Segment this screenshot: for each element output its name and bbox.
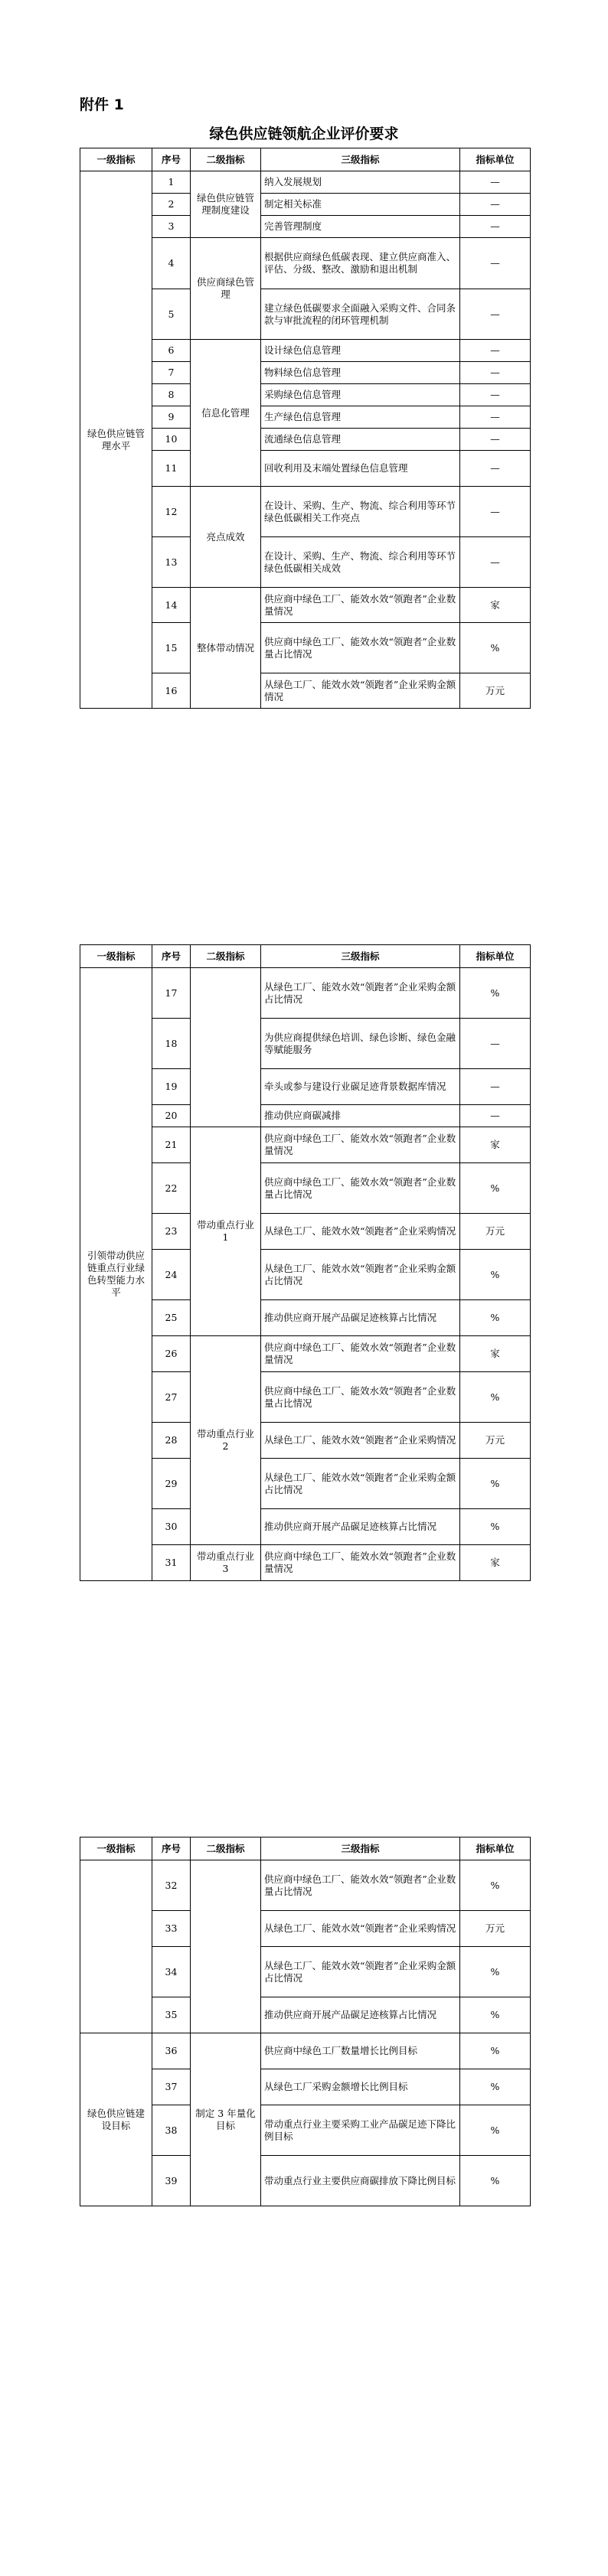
level3-cell: 从绿色工厂、能效水效“领跑者”企业采购金额情况 <box>261 673 460 709</box>
unit-cell: % <box>460 1997 531 2033</box>
seq-cell: 12 <box>152 487 191 537</box>
seq-cell: 18 <box>152 1019 191 1069</box>
unit-cell: % <box>460 2069 531 2105</box>
level2-cell: 绿色供应链管理制度建设 <box>191 171 261 238</box>
unit-cell: 家 <box>460 1336 531 1372</box>
seq-cell: 21 <box>152 1127 191 1163</box>
header-level2: 二级指标 <box>191 945 261 968</box>
seq-cell: 7 <box>152 362 191 384</box>
unit-cell: % <box>460 1509 531 1545</box>
unit-cell: % <box>460 1459 531 1509</box>
seq-cell: 27 <box>152 1372 191 1423</box>
unit-cell: 家 <box>460 588 531 623</box>
seq-cell: 14 <box>152 588 191 623</box>
level3-cell: 为供应商提供绿色培训、绿色诊断、绿色金融等赋能服务 <box>261 1019 460 1069</box>
seq-cell: 23 <box>152 1214 191 1250</box>
unit-cell: 万元 <box>460 673 531 709</box>
level3-cell: 在设计、采购、生产、物流、综合利用等环节绿色低碳相关工作亮点 <box>261 487 460 537</box>
unit-cell: — <box>460 1069 531 1105</box>
unit-cell: % <box>460 1163 531 1214</box>
level3-cell: 从绿色工厂、能效水效“领跑者”企业采购金额占比情况 <box>261 968 460 1019</box>
unit-cell: — <box>460 451 531 487</box>
seq-cell: 9 <box>152 406 191 429</box>
unit-cell: — <box>460 384 531 406</box>
level2-cell: 带动重点行业 1 <box>191 1127 261 1336</box>
evaluation-table-part-1 <box>80 148 531 709</box>
unit-cell: % <box>460 1860 531 1911</box>
level3-cell: 供应商中绿色工厂、能效水效“领跑者”企业数量占比情况 <box>261 1163 460 1214</box>
level3-cell: 带动重点行业主要供应商碳排放下降比例目标 <box>261 2156 460 2206</box>
level3-cell: 根据供应商绿色低碳表现、建立供应商准入、评估、分级、整改、激励和退出机制 <box>261 238 460 289</box>
unit-cell: — <box>460 1019 531 1069</box>
seq-cell: 19 <box>152 1069 191 1105</box>
unit-cell: — <box>460 537 531 588</box>
level3-cell: 从绿色工厂、能效水效“领跑者”企业采购情况 <box>261 1214 460 1250</box>
level3-cell: 流通绿色信息管理 <box>261 429 460 451</box>
unit-cell: % <box>460 1372 531 1423</box>
unit-cell: % <box>460 2105 531 2156</box>
seq-cell: 32 <box>152 1860 191 1911</box>
level1-cell: 引领带动供应链重点行业绿色转型能力水平 <box>80 968 152 1581</box>
level2-cell: 供应商绿色管理 <box>191 238 261 340</box>
unit-cell: — <box>460 487 531 537</box>
level3-cell: 带动重点行业主要采购工业产品碳足迹下降比例目标 <box>261 2105 460 2156</box>
seq-cell: 25 <box>152 1300 191 1336</box>
seq-cell: 11 <box>152 451 191 487</box>
seq-cell: 20 <box>152 1105 191 1127</box>
seq-cell: 31 <box>152 1545 191 1581</box>
seq-cell: 2 <box>152 194 191 216</box>
unit-cell: % <box>460 1947 531 1997</box>
unit-cell: — <box>460 216 531 238</box>
level1-cell-empty <box>80 1860 152 2033</box>
header-level1: 一级指标 <box>80 148 152 171</box>
level3-cell: 推动供应商开展产品碳足迹核算占比情况 <box>261 1300 460 1336</box>
seq-cell: 33 <box>152 1911 191 1947</box>
level3-cell: 从绿色工厂、能效水效“领跑者”企业采购金额占比情况 <box>261 1250 460 1300</box>
header-level1: 一级指标 <box>80 945 152 968</box>
seq-cell: 10 <box>152 429 191 451</box>
level2-cell-empty <box>191 968 261 1127</box>
level2-cell: 信息化管理 <box>191 340 261 487</box>
seq-cell: 39 <box>152 2156 191 2206</box>
level3-cell: 供应商中绿色工厂、能效水效“领跑者”企业数量情况 <box>261 1127 460 1163</box>
seq-cell: 5 <box>152 289 191 340</box>
level1-cell: 绿色供应链建设目标 <box>80 2033 152 2206</box>
seq-cell: 4 <box>152 238 191 289</box>
level3-cell: 供应商中绿色工厂、能效水效“领跑者”企业数量情况 <box>261 1336 460 1372</box>
level3-cell: 供应商中绿色工厂、能效水效“领跑者”企业数量情况 <box>261 588 460 623</box>
level3-cell: 纳入发展规划 <box>261 171 460 194</box>
unit-cell: 万元 <box>460 1423 531 1459</box>
unit-cell: 万元 <box>460 1911 531 1947</box>
header-level3: 三级指标 <box>261 148 460 171</box>
unit-cell: — <box>460 238 531 289</box>
unit-cell: 家 <box>460 1545 531 1581</box>
seq-cell: 8 <box>152 384 191 406</box>
level2-cell: 带动重点行业 2 <box>191 1336 261 1545</box>
level3-cell: 生产绿色信息管理 <box>261 406 460 429</box>
level3-cell: 建立绿色低碳要求全面融入采购文件、合同条款与审批流程的闭环管理机制 <box>261 289 460 340</box>
seq-cell: 1 <box>152 171 191 194</box>
unit-cell: — <box>460 194 531 216</box>
seq-cell: 6 <box>152 340 191 362</box>
document-title: 绿色供应链领航企业评价要求 <box>209 126 399 142</box>
seq-cell: 24 <box>152 1250 191 1300</box>
unit-cell: % <box>460 623 531 673</box>
seq-cell: 37 <box>152 2069 191 2105</box>
evaluation-table-part-3 <box>80 1837 531 2206</box>
level3-cell: 从绿色工厂、能效水效“领跑者”企业采购情况 <box>261 1423 460 1459</box>
unit-cell: — <box>460 362 531 384</box>
seq-cell: 35 <box>152 1997 191 2033</box>
unit-cell: — <box>460 340 531 362</box>
seq-cell: 15 <box>152 623 191 673</box>
level3-cell: 供应商中绿色工厂数量增长比例目标 <box>261 2033 460 2069</box>
seq-cell: 28 <box>152 1423 191 1459</box>
unit-cell: — <box>460 406 531 429</box>
level3-cell: 在设计、采购、生产、物流、综合利用等环节绿色低碳相关成效 <box>261 537 460 588</box>
level3-cell: 采购绿色信息管理 <box>261 384 460 406</box>
header-level3: 三级指标 <box>261 1837 460 1860</box>
level3-cell: 设计绿色信息管理 <box>261 340 460 362</box>
unit-cell: % <box>460 2033 531 2069</box>
level3-cell: 牵头或参与建设行业碳足迹背景数据库情况 <box>261 1069 460 1105</box>
seq-cell: 26 <box>152 1336 191 1372</box>
attachment-label: 附件 1 <box>80 96 124 113</box>
seq-cell: 17 <box>152 968 191 1019</box>
level3-cell: 从绿色工厂、能效水效“领跑者”企业采购金额占比情况 <box>261 1459 460 1509</box>
unit-cell: — <box>460 1105 531 1127</box>
level2-cell: 亮点成效 <box>191 487 261 588</box>
level3-cell: 从绿色工厂、能效水效“领跑者”企业采购情况 <box>261 1911 460 1947</box>
level1-cell: 绿色供应链管理水平 <box>80 171 152 709</box>
unit-cell: % <box>460 1300 531 1336</box>
seq-cell: 30 <box>152 1509 191 1545</box>
level3-cell: 从绿色工厂、能效水效“领跑者”企业采购金额占比情况 <box>261 1947 460 1997</box>
seq-cell: 34 <box>152 1947 191 1997</box>
level3-cell: 回收利用及末端处置绿色信息管理 <box>261 451 460 487</box>
unit-cell: % <box>460 2156 531 2206</box>
evaluation-table-part-2 <box>80 944 531 1581</box>
seq-cell: 3 <box>152 216 191 238</box>
seq-cell: 16 <box>152 673 191 709</box>
header-level3: 三级指标 <box>261 945 460 968</box>
level3-cell: 推动供应商开展产品碳足迹核算占比情况 <box>261 1997 460 2033</box>
level3-cell: 推动供应商碳减排 <box>261 1105 460 1127</box>
header-unit: 指标单位 <box>460 148 531 171</box>
unit-cell: % <box>460 1250 531 1300</box>
header-unit: 指标单位 <box>460 945 531 968</box>
level2-cell: 制定 3 年量化目标 <box>191 2033 261 2206</box>
level3-cell: 物料绿色信息管理 <box>261 362 460 384</box>
header-level2: 二级指标 <box>191 1837 261 1860</box>
level3-cell: 供应商中绿色工厂、能效水效“领跑者”企业数量占比情况 <box>261 1372 460 1423</box>
level2-cell: 整体带动情况 <box>191 588 261 709</box>
level3-cell: 完善管理制度 <box>261 216 460 238</box>
level2-cell: 带动重点行业 3 <box>191 1545 261 1581</box>
seq-cell: 38 <box>152 2105 191 2156</box>
unit-cell: — <box>460 429 531 451</box>
header-level1: 一级指标 <box>80 1837 152 1860</box>
header-seq: 序号 <box>152 1837 191 1860</box>
level3-cell: 供应商中绿色工厂、能效水效“领跑者”企业数量占比情况 <box>261 1860 460 1911</box>
header-unit: 指标单位 <box>460 1837 531 1860</box>
unit-cell: — <box>460 289 531 340</box>
unit-cell: 万元 <box>460 1214 531 1250</box>
seq-cell: 22 <box>152 1163 191 1214</box>
header-seq: 序号 <box>152 148 191 171</box>
header-level2: 二级指标 <box>191 148 261 171</box>
unit-cell: 家 <box>460 1127 531 1163</box>
header-seq: 序号 <box>152 945 191 968</box>
seq-cell: 13 <box>152 537 191 588</box>
level3-cell: 推动供应商开展产品碳足迹核算占比情况 <box>261 1509 460 1545</box>
unit-cell: — <box>460 171 531 194</box>
level3-cell: 从绿色工厂采购金额增长比例目标 <box>261 2069 460 2105</box>
seq-cell: 29 <box>152 1459 191 1509</box>
level3-cell: 供应商中绿色工厂、能效水效“领跑者”企业数量占比情况 <box>261 623 460 673</box>
level2-cell-empty <box>191 1860 261 2033</box>
level3-cell: 供应商中绿色工厂、能效水效“领跑者”企业数量情况 <box>261 1545 460 1581</box>
level3-cell: 制定相关标准 <box>261 194 460 216</box>
seq-cell: 36 <box>152 2033 191 2069</box>
unit-cell: % <box>460 968 531 1019</box>
